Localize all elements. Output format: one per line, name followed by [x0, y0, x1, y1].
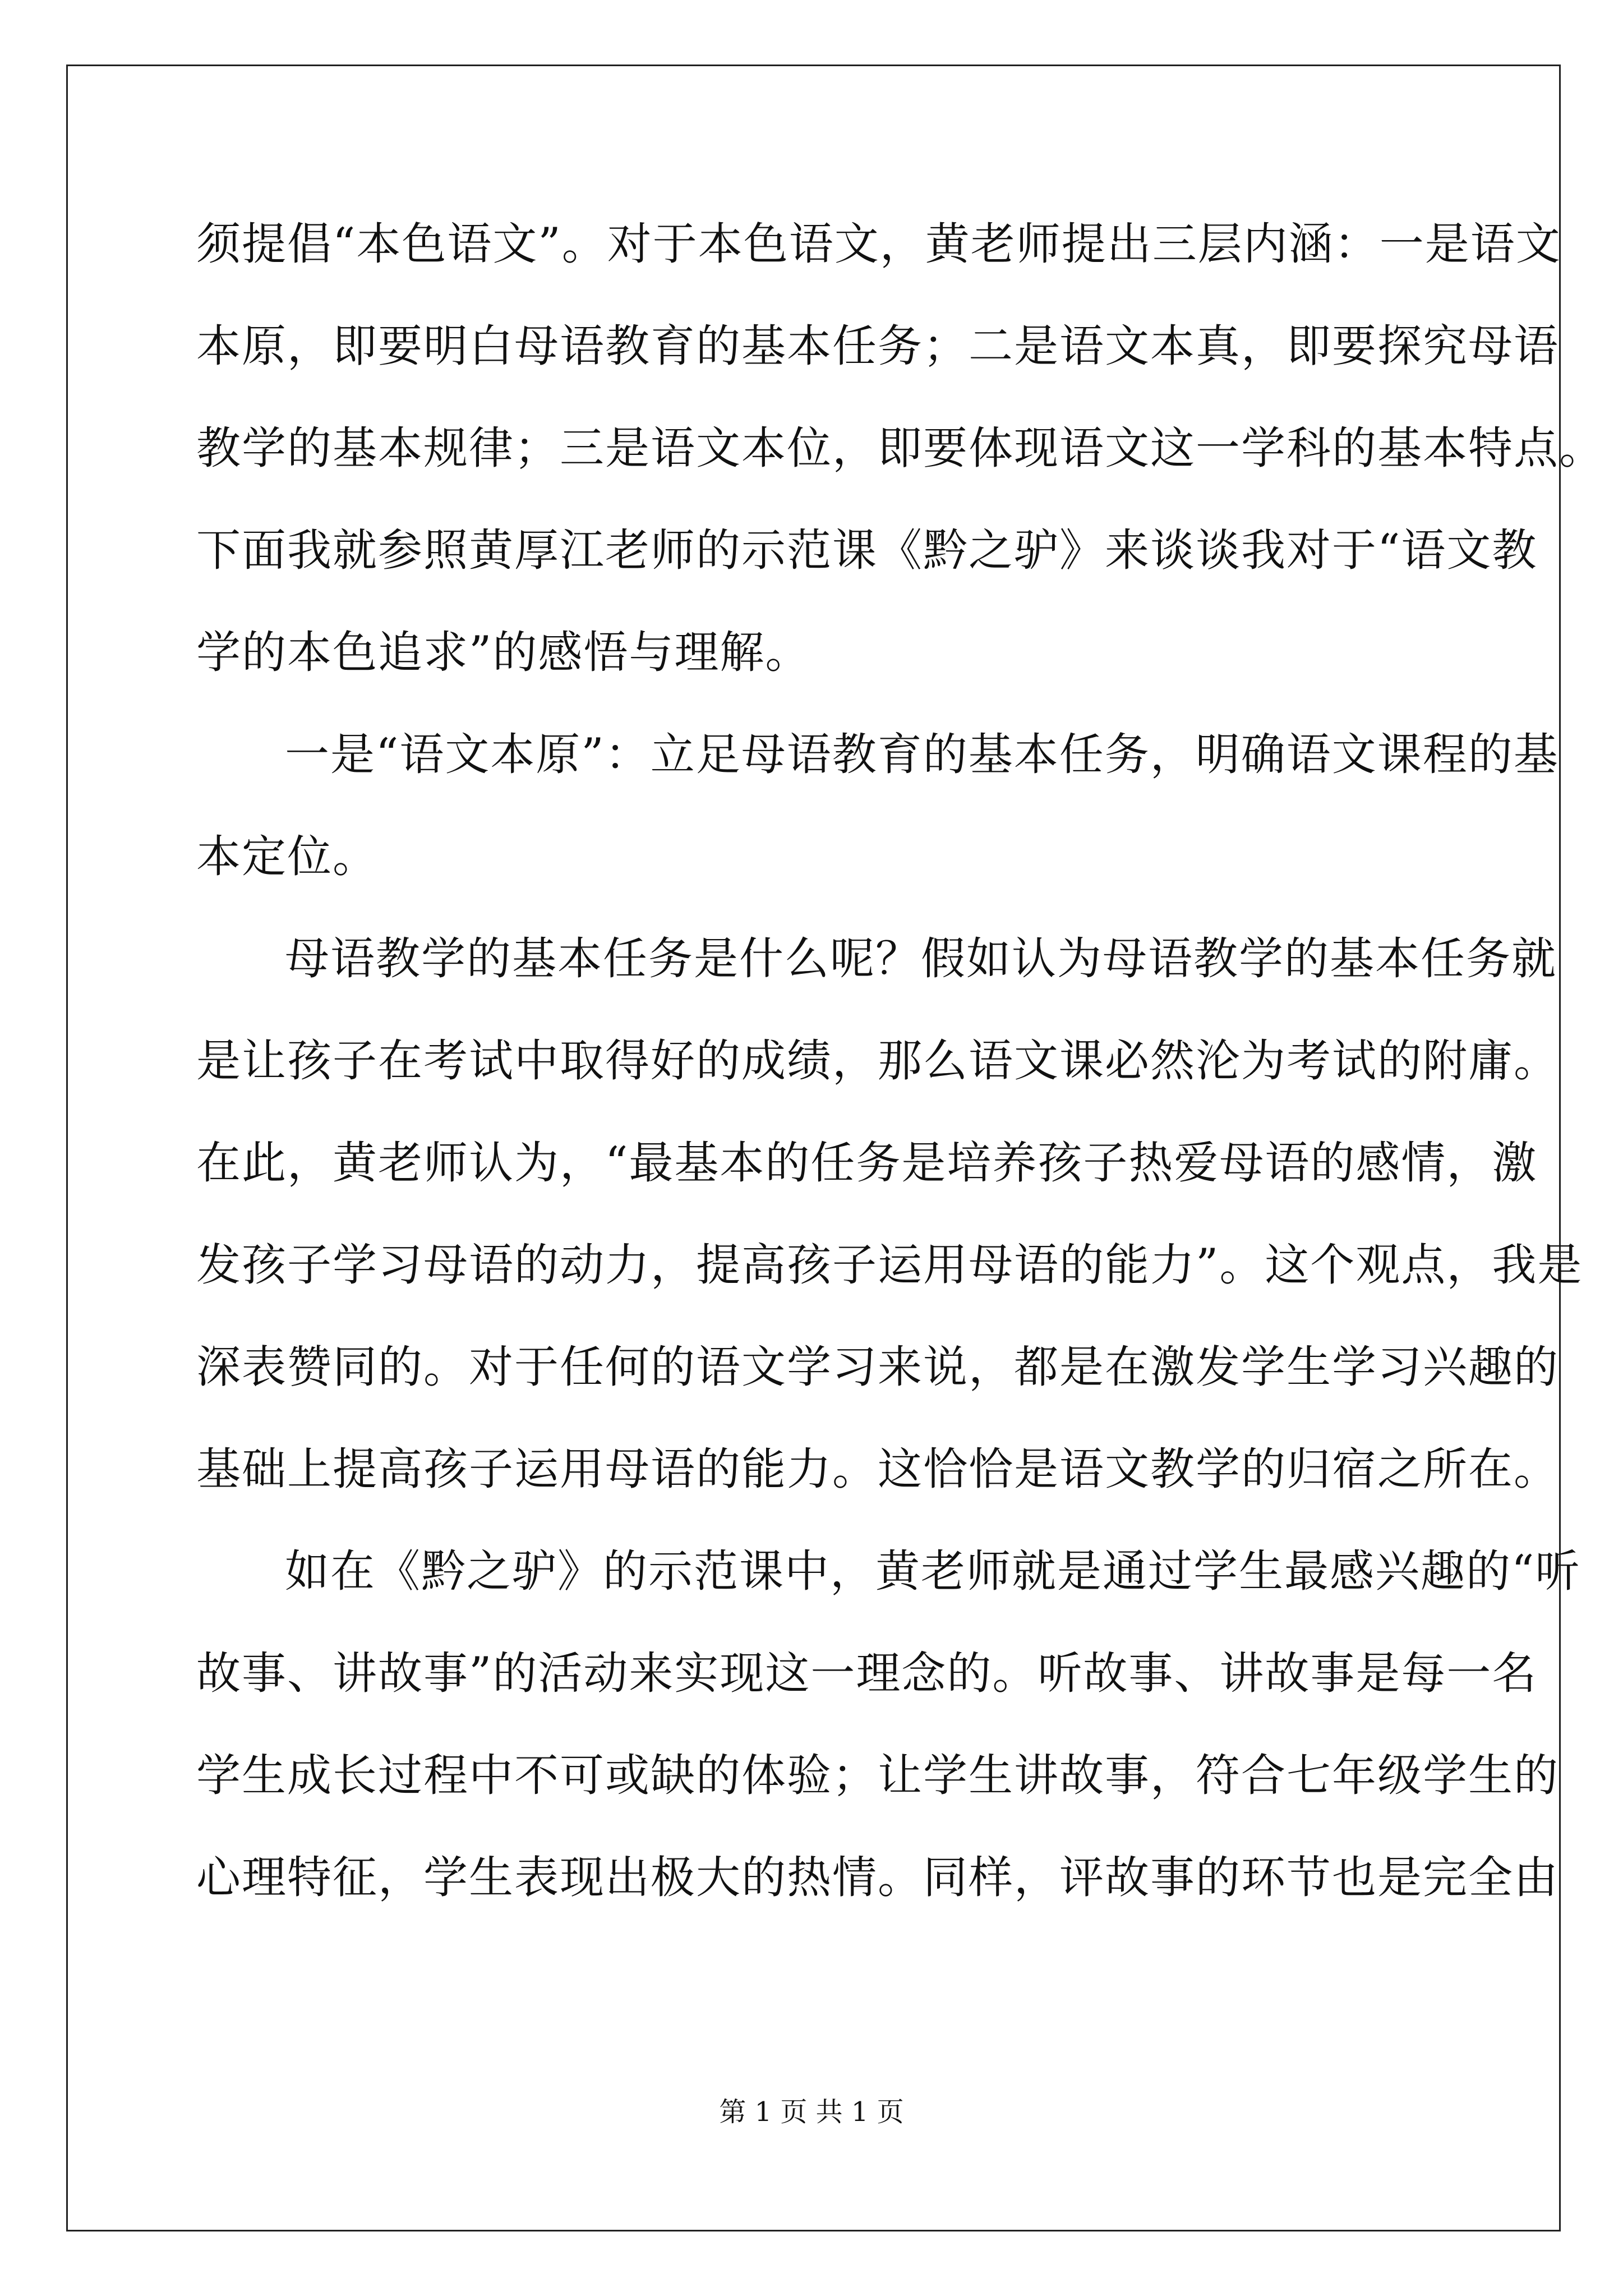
paragraph-start-line: 一是“语文本原”：立足母语教育的基本任务，明确语文课程的基 — [285, 729, 1559, 780]
text-line: 教学的基本规律；三是语文本位，即要体现语文这一学科的基本特点。 — [196, 422, 1604, 474]
paragraph-start-line: 母语教学的基本任务是什么呢？假如认为母语教学的基本任务就 — [285, 933, 1557, 984]
text-line: 故事、讲故事”的活动来实现这一理念的。听故事、讲故事是每一名 — [196, 1648, 1538, 1699]
text-line: 发孩子学习母语的动力，提高孩子运用母语的能力”。这个观点，我是 — [196, 1239, 1583, 1291]
text-line: 学生成长过程中不可或缺的体验；让学生讲故事，符合七年级学生的 — [196, 1750, 1559, 1801]
paragraph-start-line: 如在《黔之驴》的示范课中，黄老师就是通过学生最感兴趣的“听 — [285, 1545, 1581, 1597]
page-footer: 第 1 页 共 1 页 — [719, 2096, 904, 2128]
text-line: 心理特征，学生表现出极大的热情。同样，评故事的环节也是完全由 — [196, 1852, 1559, 1903]
text-line: 须提倡“本色语文”。对于本色语文，黄老师提出三层内涵：一是语文 — [196, 218, 1561, 270]
text-line: 本定位。 — [196, 831, 378, 882]
text-line: 基础上提高孩子运用母语的能力。这恰恰是语文教学的归宿之所在。 — [196, 1443, 1559, 1495]
text-line: 在此，黄老师认为，“最基本的任务是培养孩子热爱母语的感情，激 — [196, 1137, 1538, 1189]
text-line: 下面我就参照黄厚江老师的示范课《黔之驴》来谈谈我对于“语文教 — [196, 524, 1538, 576]
text-line: 学的本色追求”的感悟与理解。 — [196, 627, 811, 678]
text-line: 本原，即要明白母语教育的基本任务；二是语文本真，即要探究母语 — [196, 320, 1559, 372]
text-line: 深表赞同的。对于任何的语文学习来说，都是在激发学生学习兴趣的 — [196, 1341, 1559, 1393]
text-line: 是让孩子在考试中取得好的成绩，那么语文课必然沦为考试的附庸。 — [196, 1035, 1559, 1087]
